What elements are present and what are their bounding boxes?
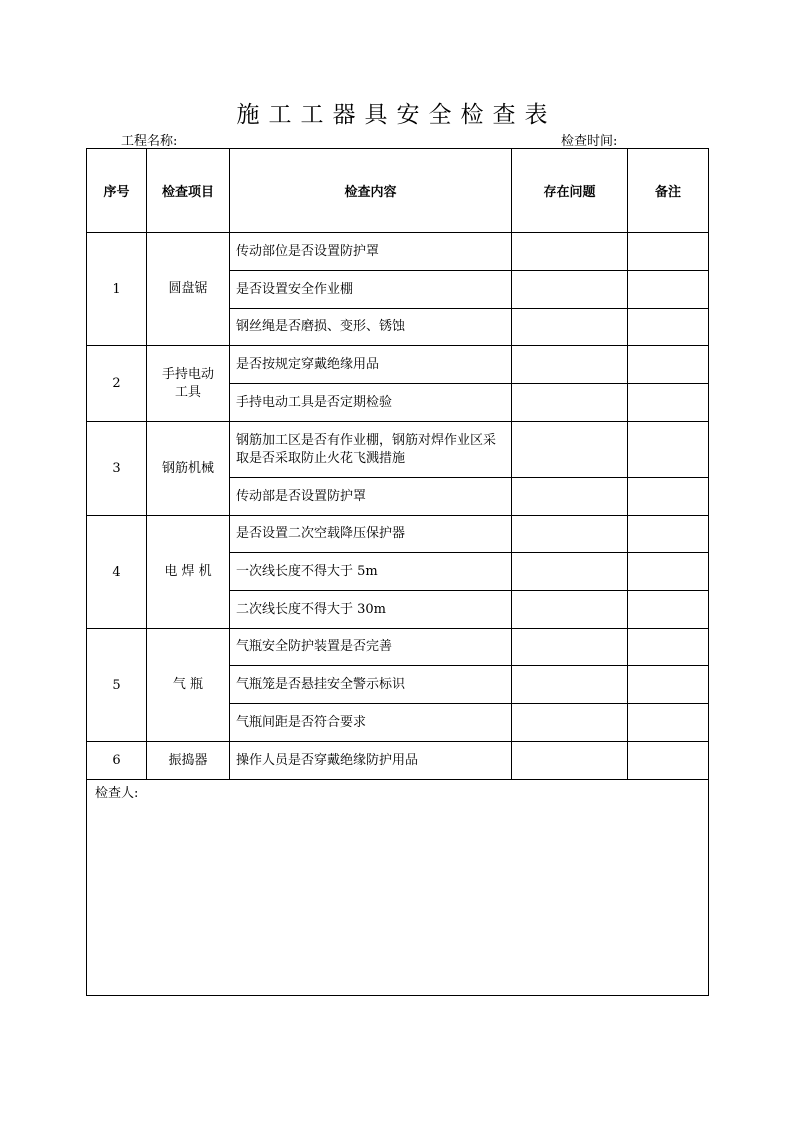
header-problem: 存在问题 [512,149,628,233]
project-name-label: 工程名称: [121,134,178,149]
check-content: 一次线长度不得大于 5m [230,553,512,591]
problem-cell[interactable] [512,553,628,591]
header-row [87,149,709,233]
problem-cell[interactable] [512,271,628,309]
page-title: 施工工器具安全检查表 [236,102,557,128]
check-content: 钢丝绳是否磨损、变形、锈蚀 [230,309,512,346]
table-row [87,233,709,271]
row-number: 6 [87,742,147,780]
check-content: 二次线长度不得大于 30m [230,591,512,629]
problem-cell[interactable] [512,384,628,422]
row-number: 4 [87,516,147,629]
problem-cell[interactable] [512,591,628,629]
header-remark: 备注 [628,149,709,233]
table-row [87,422,709,478]
inspection-table [86,148,709,996]
header-item: 检查项目 [147,149,230,233]
check-content: 气瓶间距是否符合要求 [230,704,512,742]
problem-cell[interactable] [512,666,628,704]
table-row [87,346,709,384]
check-content: 传动部位是否设置防护罩 [230,233,512,271]
remark-cell[interactable] [628,591,709,629]
remark-cell[interactable] [628,233,709,271]
remark-cell[interactable] [628,384,709,422]
remark-cell[interactable] [628,309,709,346]
problem-cell[interactable] [512,422,628,478]
table-row [87,629,709,666]
problem-cell[interactable] [512,309,628,346]
problem-cell[interactable] [512,629,628,666]
inspector-label: 检查人: [95,786,139,801]
remark-cell[interactable] [628,629,709,666]
row-number: 3 [87,422,147,516]
problem-cell[interactable] [512,346,628,384]
check-item: 手持电动工具 [147,346,230,422]
remark-cell[interactable] [628,704,709,742]
check-item: 圆盘锯 [147,233,230,346]
table-row [87,742,709,780]
problem-cell[interactable] [512,233,628,271]
header-no: 序号 [87,149,147,233]
header-content: 检查内容 [230,149,512,233]
check-item: 钢筋机械 [147,422,230,516]
inspector-row [87,780,709,996]
check-item: 电 焊 机 [147,516,230,629]
row-number: 1 [87,233,147,346]
problem-cell[interactable] [512,742,628,780]
remark-cell[interactable] [628,666,709,704]
check-content: 是否设置安全作业棚 [230,271,512,309]
remark-cell[interactable] [628,422,709,478]
remark-cell[interactable] [628,478,709,516]
problem-cell[interactable] [512,516,628,553]
check-content: 钢筋加工区是否有作业棚，钢筋对焊作业区采取是否采取防止火花飞溅措施 [230,422,512,478]
check-content: 操作人员是否穿戴绝缘防护用品 [230,742,512,780]
check-content: 手持电动工具是否定期检验 [230,384,512,422]
table-row [87,516,709,553]
check-content: 气瓶安全防护装置是否完善 [230,629,512,666]
remark-cell[interactable] [628,271,709,309]
check-content: 是否按规定穿戴绝缘用品 [230,346,512,384]
remark-cell[interactable] [628,553,709,591]
check-content: 传动部是否设置防护罩 [230,478,512,516]
row-number: 2 [87,346,147,422]
remark-cell[interactable] [628,346,709,384]
check-item: 气 瓶 [147,629,230,742]
problem-cell[interactable] [512,704,628,742]
inspector-cell[interactable] [87,780,709,996]
check-item: 振捣器 [147,742,230,780]
check-content: 是否设置二次空载降压保护器 [230,516,512,553]
row-number: 5 [87,629,147,742]
check-content: 气瓶笼是否悬挂安全警示标识 [230,666,512,704]
remark-cell[interactable] [628,742,709,780]
problem-cell[interactable] [512,478,628,516]
check-time-label: 检查时间: [561,134,618,149]
remark-cell[interactable] [628,516,709,553]
